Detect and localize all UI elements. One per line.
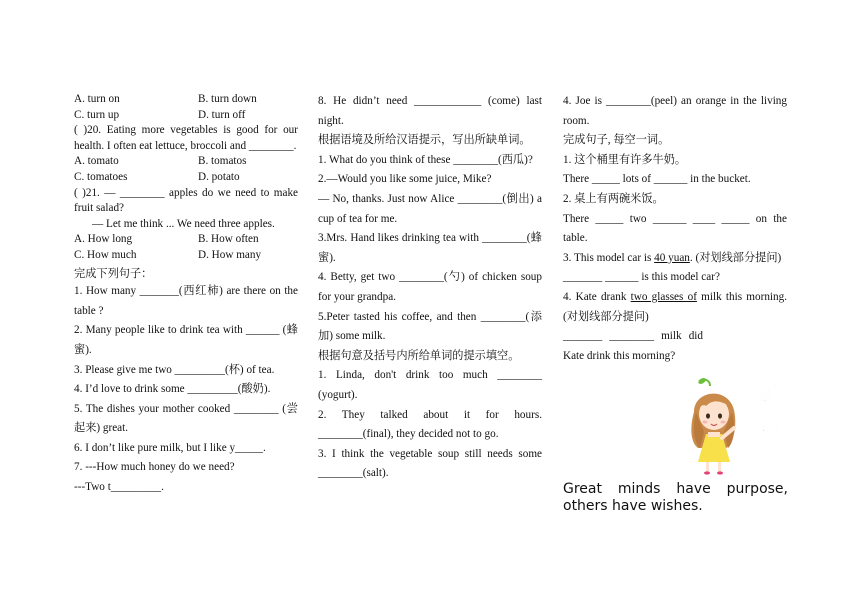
sentence-2: 2. Many people like to drink tea with ______ (蜂蜜).	[74, 324, 298, 356]
options-row	[74, 248, 298, 264]
sentence-6: 6. I don’t like pure milk, but I like y_____.	[74, 441, 266, 454]
option-c: C. How much	[74, 248, 137, 261]
sentence-8: 8. He didn’t need ____________ (come) last night.	[318, 95, 542, 127]
item-5: 5.Peter tasted his coffee, and then ________(添加) some milk.	[318, 310, 542, 343]
sentence-7: 7. ---How much honey do we need?	[74, 461, 235, 474]
sentence-3: 3. Please give me two _________(杯) of tea.	[74, 363, 275, 376]
section-heading: 根据句意及括号内所给单词的提示填空。	[318, 349, 520, 362]
sentence-3-instruction: . (对划线部分提问)	[689, 251, 782, 264]
sentence-2-chinese: 2. 桌上有两碗米饭。	[563, 192, 664, 205]
option-d: D. potato	[198, 170, 240, 183]
section-heading: 根据语境及所给汉语提示，写出所缺单词。	[318, 134, 531, 147]
sentence-3	[563, 249, 787, 269]
sentence-3-answer: _______ ______ is this model car?	[563, 271, 720, 284]
option-b: B. How often	[198, 233, 259, 246]
option-a: A. turn on	[74, 93, 120, 105]
section-heading: 完成句子, 每空一词。	[563, 134, 670, 147]
underlined-part: two glasses of	[630, 290, 697, 303]
sentence-2-english: There _____ two ______ ____ _____ on the table.	[563, 212, 787, 245]
option-a: A. tomato	[74, 155, 119, 168]
motto-line-2: others have wishes.	[563, 498, 703, 514]
options-row	[74, 170, 298, 186]
item-3: 3.Mrs. Hand likes drinking tea with ________(蜂蜜).	[318, 232, 542, 264]
cheer-text-1: 加	[758, 383, 778, 405]
motto-line-1: Great minds have purpose,	[563, 481, 788, 497]
options-row	[74, 154, 298, 170]
options-row	[74, 108, 298, 124]
fill-1: 1. Linda, don't drink too much ________ (yogurt).	[318, 369, 542, 401]
cheering-girl-illustration	[688, 376, 788, 476]
sentence-4-instruction: milk this morning. (对划线部分提问)	[563, 290, 788, 323]
underlined-part: 40 yuan	[654, 251, 690, 264]
sentence-5: 5. The dishes your mother cooked ________ (尝起来) great.	[74, 402, 298, 435]
sentence-7-answer: ---Two t_________.	[74, 481, 164, 494]
option-a: A. How long	[74, 233, 133, 246]
sentence-1-english: There _____ lots of ______ in the bucket.	[563, 173, 751, 186]
sentence-4: 4. I’d love to drink some _________(酸奶).	[74, 383, 271, 396]
item-4: 4. Joe is ________(peel) an orange in the living room.	[563, 95, 787, 127]
sentence-1: 1. How many _______(西红柿) are there on the table ?	[74, 285, 298, 317]
sentence-1-chinese: 1. 这个桶里有许多牛奶。	[563, 153, 687, 166]
sentence-3-text: 3. This model car is	[563, 251, 655, 264]
question-21: ( )21. — ________ apples do we need to make fruit salad?	[74, 186, 298, 215]
options-row	[74, 92, 298, 108]
column-left	[74, 92, 298, 498]
section-heading: 完成下列句子：	[74, 267, 153, 280]
option-c: C. tomatoes	[74, 170, 128, 183]
cheer-text-2: 油	[760, 413, 780, 435]
options-row	[74, 232, 298, 248]
fill-3: 3. I think the vegetable soup still needs some ________(salt).	[318, 447, 542, 480]
column-middle	[318, 92, 542, 484]
option-d: D. turn off	[198, 108, 246, 121]
item-4: 4. Betty, get two ________(勺) of chicken soup for your grandpa.	[318, 271, 542, 303]
sentence-4-answer: _______ ________ milk did Kate drink this morning?	[563, 330, 703, 362]
option-b: B. turn down	[198, 93, 257, 105]
item-2-question: 2.—Would you like some juice, Mike?	[318, 173, 492, 186]
fill-2: 2. They talked about it for hours. ________(final), they decided not to go.	[318, 408, 542, 441]
option-d: D. How many	[198, 248, 262, 261]
sentence-4-text: 4. Kate drank	[563, 290, 631, 303]
item-2-answer: — No, thanks. Just now Alice ________(倒出) a cup of tea for me.	[318, 192, 542, 225]
question-21-reply: — Let me think ... We need three apples.	[92, 217, 275, 230]
option-c: C. turn up	[74, 108, 120, 121]
option-b: B. tomatos	[198, 155, 247, 168]
column-right	[563, 92, 787, 366]
sentence-4	[563, 288, 787, 327]
question-20: ( )20. Eating more vegetables is good for our health. I often eat lettuce, broccoli and ________.	[74, 124, 298, 152]
item-1: 1. What do you think of these ________(西瓜)?	[318, 153, 533, 166]
